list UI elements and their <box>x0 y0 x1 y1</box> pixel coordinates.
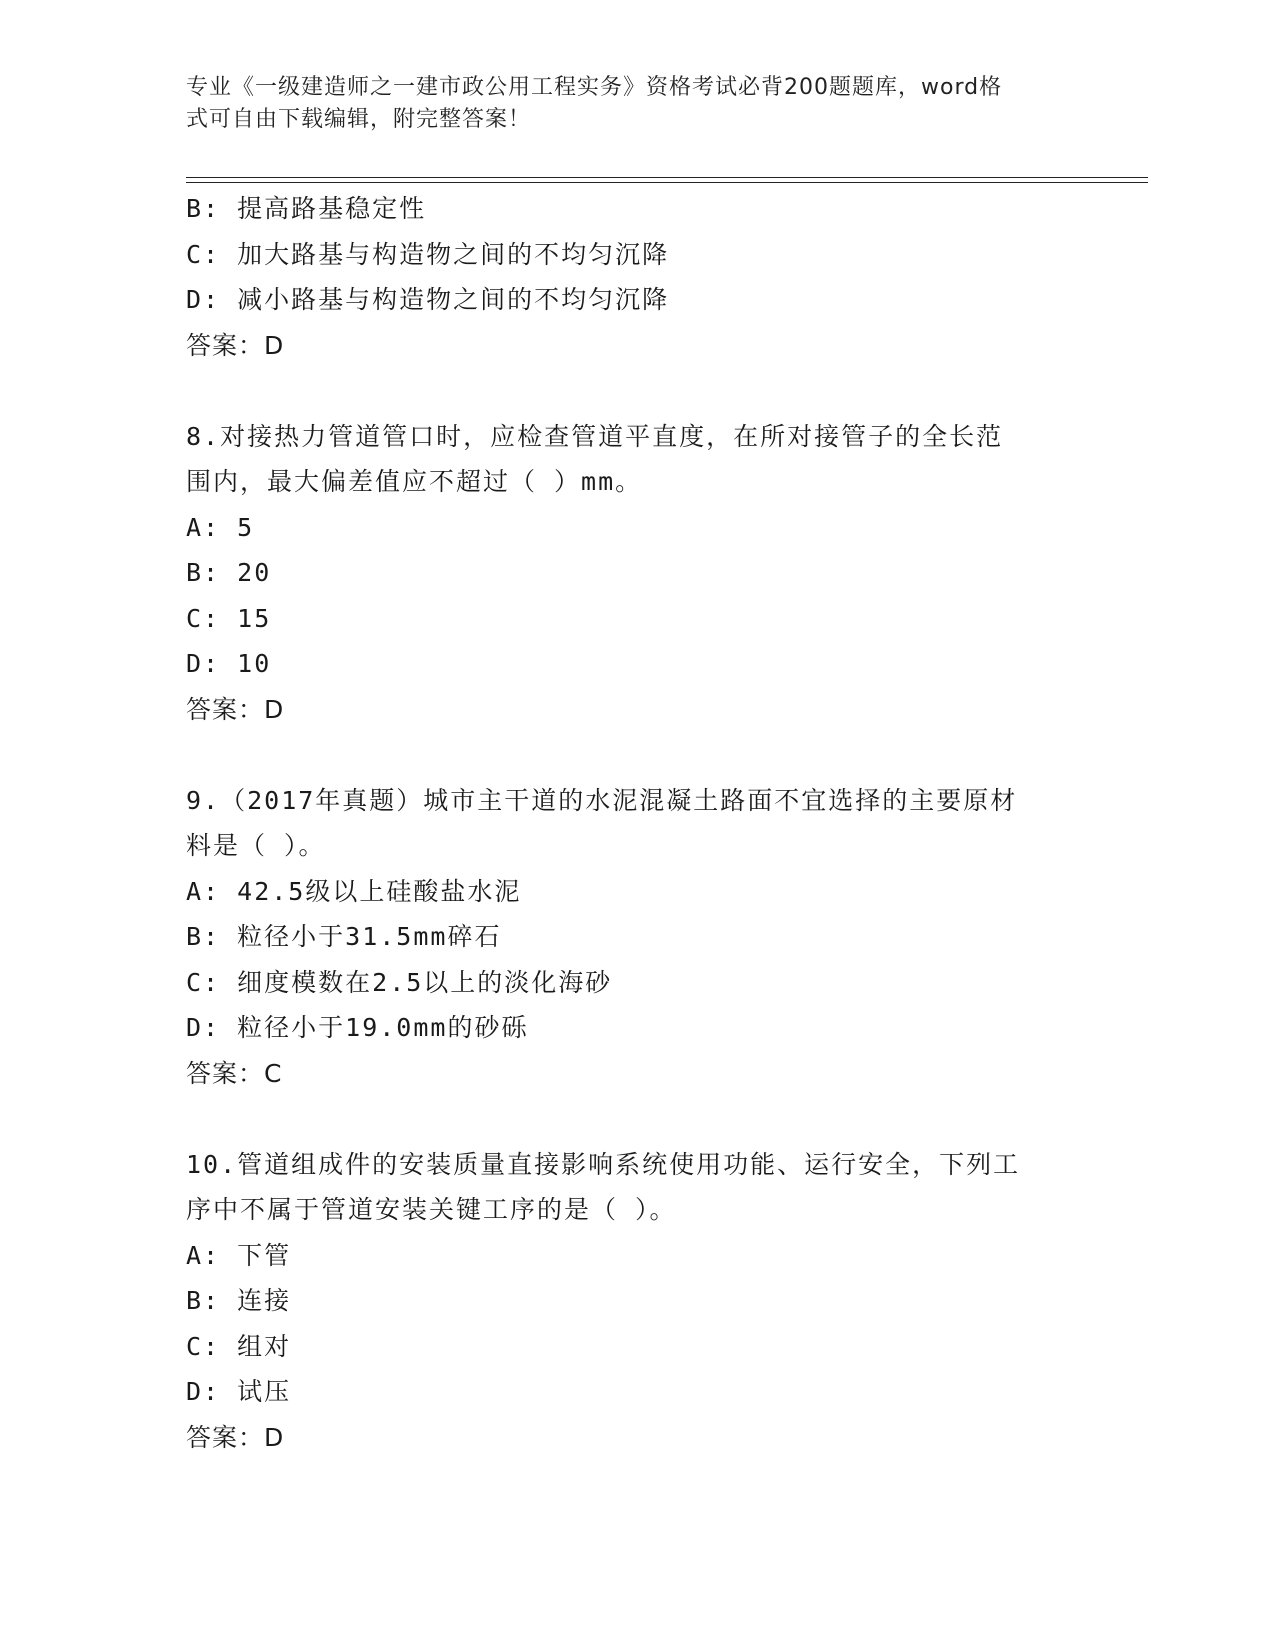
option-b: B: 20 <box>186 558 272 587</box>
question-stem-line-2: 料是（ ）。 <box>186 831 326 860</box>
spacer <box>186 1096 1086 1142</box>
header-line-1: 专业《一级建造师之一建市政公用工程实务》资格考试必背200题题库，word格 <box>186 75 1003 100</box>
question-9 <box>186 778 1086 1097</box>
question-list <box>186 186 1086 1460</box>
option-a: A: 5 <box>186 512 255 542</box>
question-stem-line-1: 10.管道组成件的安装质量直接影响系统使用功能、运行安全，下列工 <box>186 1149 1021 1179</box>
option-d: D: 减小路基与构造物之间的不均匀沉降 <box>186 285 670 314</box>
option-c: C: 细度模数在2.5以上的淡化海砂 <box>186 967 613 997</box>
question-10 <box>186 1142 1086 1461</box>
option-d: D: 试压 <box>186 1377 292 1406</box>
document-header <box>186 72 1066 136</box>
question-stem-line-1: 9.（2017年真题）城市主干道的水泥混凝土路面不宜选择的主要原材 <box>186 785 1018 815</box>
option-c: C: 15 <box>186 603 272 633</box>
spacer <box>186 368 1086 414</box>
option-a: A: 下管 <box>186 1240 292 1270</box>
header-rule-bottom <box>186 182 1148 183</box>
question-7-continuation <box>186 186 1086 368</box>
option-b: B: 粒径小于31.5mm碎石 <box>186 922 502 951</box>
option-a: A: 42.5级以上硅酸盐水泥 <box>186 876 522 906</box>
answer-line: 答案：C <box>186 1058 283 1088</box>
answer-line: 答案：D <box>186 330 285 360</box>
answer-line: 答案：D <box>186 694 285 724</box>
question-8 <box>186 414 1086 733</box>
option-d: D: 10 <box>186 649 272 678</box>
question-stem-line-2: 围内，最大偏差值应不超过（ ）mm。 <box>186 467 643 496</box>
option-b: B: 连接 <box>186 1286 292 1315</box>
question-stem-line-1: 8.对接热力管道管口时，应检查管道平直度，在所对接管子的全长范 <box>186 421 1004 451</box>
header-line-2: 式可自由下载编辑，附完整答案！ <box>186 107 532 132</box>
option-c: C: 组对 <box>186 1331 292 1361</box>
answer-line: 答案：D <box>186 1422 285 1452</box>
option-c: C: 加大路基与构造物之间的不均匀沉降 <box>186 239 670 269</box>
option-d: D: 粒径小于19.0mm的砂砾 <box>186 1013 529 1042</box>
header-rule-top <box>186 177 1148 178</box>
question-stem-line-2: 序中不属于管道安装关键工序的是（ ）。 <box>186 1195 677 1224</box>
spacer <box>186 732 1086 778</box>
option-b: B: 提高路基稳定性 <box>186 194 427 223</box>
